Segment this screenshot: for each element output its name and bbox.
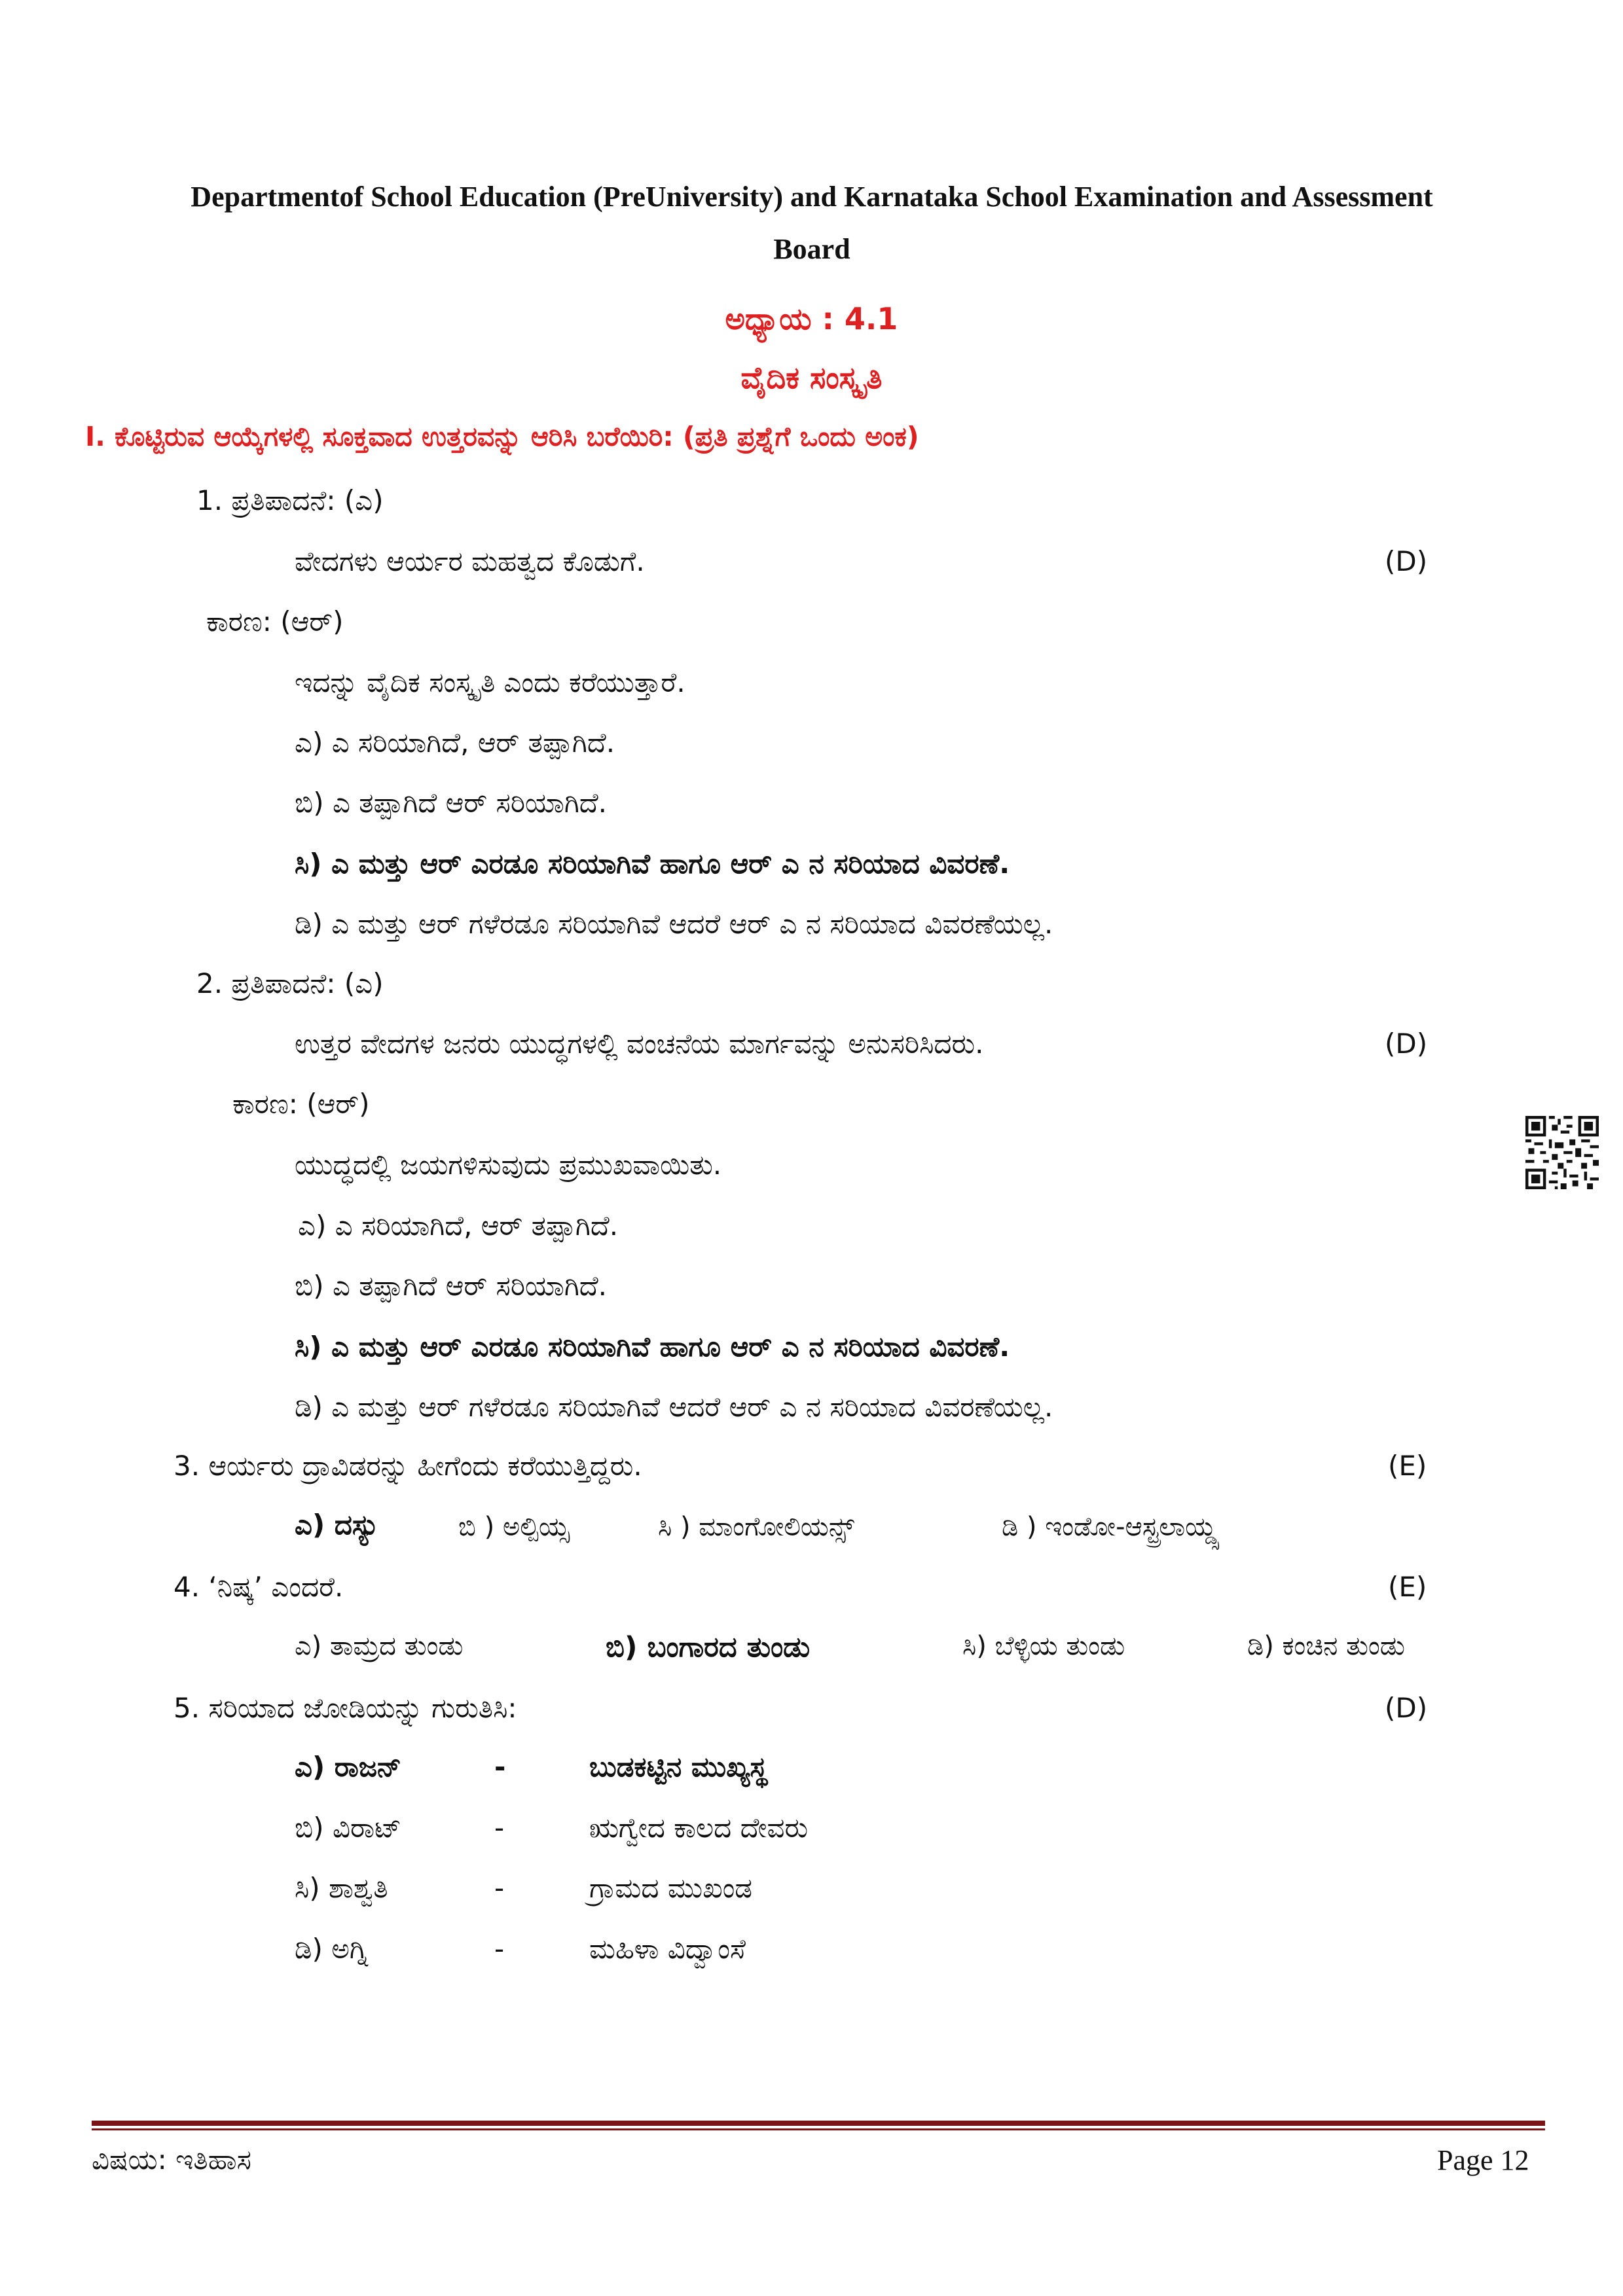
q1-level: (D) (1385, 545, 1428, 577)
q3-option-c: ಸಿ ) ಮಾಂಗೋಲಿಯನ್ಸ್ (658, 1512, 854, 1542)
q2-reason-label: ಕಾರಣ: (ಆರ್) (232, 1088, 370, 1120)
q5-pair-c-left: ಸಿ) ಶಾಶ್ವತಿ (295, 1872, 388, 1904)
q1-option-b: ಬಿ) ಎ ತಪ್ಪಾಗಿದೆ ಆರ್ ಸರಿಯಾಗಿದೆ. (295, 787, 607, 819)
q2-option-c-answer: ಸಿ) ಎ ಮತ್ತು ಆರ್ ಎರಡೂ ಸರಿಯಾಗಿವೆ ಹಾಗೂ ಆರ್ ಎ ನ ಸರಿಯಾದ ವಿವರಣೆ. (295, 1331, 1010, 1363)
q4-option-b-answer: ಬಿ) ಬಂಗಾರದ ತುಂಡು (606, 1631, 811, 1664)
q2-option-b: ಬಿ) ಎ ತಪ್ಪಾಗಿದೆ ಆರ್ ಸರಿಯಾಗಿದೆ. (295, 1270, 607, 1302)
q3-option-b: ಬಿ ) ಅಲ್ಪಿಯ್ಸ (458, 1512, 570, 1542)
chapter-title: ವೈದಿಕ ಸಂಸ್ಕೃತಿ (740, 360, 883, 395)
q1-reason: ಇದನ್ನು ವೈದಿಕ ಸಂಸ್ಕೃತಿ ಎಂದು ಕರೆಯುತ್ತಾರೆ. (295, 666, 685, 698)
chapter-number: ಅಧ್ಯಾಯ : 4.1 (725, 301, 898, 336)
q1-option-d: ಡಿ) ಎ ಮತ್ತು ಆರ್ ಗಳೆರಡೂ ಸರಿಯಾಗಿವೆ ಆದರೆ ಆರ್ ಎ ನ ಸರಿಯಾದ ವಿವರಣೆಯಲ್ಲ. (295, 908, 1053, 940)
section-heading: I. ಕೊಟ್ಟಿರುವ ಆಯ್ಕೆಗಳಲ್ಲಿ ಸೂಕ್ತವಾದ ಉತ್ತರವನ್ನು ಆರಿಸಿ ಬರೆಯಿರಿ: (ಪ್ರತಿ ಪ್ರಶ್ನೆಗೆ ಒಂದು ಅಂಕ) (85, 421, 919, 452)
q3-option-a-answer: ಎ) ದಸ್ಯು (295, 1509, 380, 1541)
q5-pair-c-dash: - (494, 1872, 505, 1904)
q2-option-d: ಡಿ) ಎ ಮತ್ತು ಆರ್ ಗಳೆರಡೂ ಸರಿಯಾಗಿವೆ ಆದರೆ ಆರ್ ಎ ನ ಸರಿಯಾದ ವಿವರಣೆಯಲ್ಲ. (295, 1391, 1053, 1423)
board-header-line2: Board (773, 233, 850, 265)
q3-text: 3. ಆರ್ಯರು ದ್ರಾವಿಡರನ್ನು ಹೀಗೆಂದು ಕರೆಯುತ್ತಿದ್ದರು. (173, 1450, 642, 1482)
q1-label: 1. ಪ್ರತಿಪಾದನೆ: (ಎ) (196, 484, 384, 516)
q5-pair-b-dash: - (494, 1812, 505, 1844)
q2-statement: ಉತ್ತರ ವೇದಗಳ ಜನರು ಯುದ್ಧಗಳಲ್ಲಿ ವಂಚನೆಯ ಮಾರ್ಗವನ್ನು ಅನುಸರಿಸಿದರು. (295, 1028, 984, 1060)
q4-text: 4. ‘ನಿಷ್ಕ’ ಎಂದರೆ. (173, 1571, 344, 1603)
q5-pair-d-right: ಮಹಿಳಾ ವಿದ್ವಾಂಸೆ (589, 1933, 746, 1965)
q2-option-a: ಎ) ಎ ಸರಿಯಾಗಿದೆ, ಆರ್ ತಪ್ಪಾಗಿದೆ. (298, 1210, 619, 1242)
q2-level: (D) (1385, 1028, 1428, 1060)
q3-level: (E) (1388, 1450, 1427, 1482)
q5-pair-a-dash: - (494, 1751, 506, 1783)
footer-divider-thin (92, 2128, 1545, 2130)
q5-pair-d-dash: - (494, 1933, 505, 1965)
q1-option-a: ಎ) ಎ ಸರಿಯಾಗಿದೆ, ಆರ್ ತಪ್ಪಾಗಿದೆ. (295, 726, 615, 759)
q5-level: (D) (1385, 1692, 1428, 1724)
q1-statement: ವೇದಗಳು ಆರ್ಯರ ಮಹತ್ವದ ಕೊಡುಗೆ. (295, 545, 645, 577)
q4-option-d: ಡಿ) ಕಂಚಿನ ತುಂಡು (1247, 1631, 1405, 1661)
q5-pair-d-left: ಡಿ) ಅಗ್ನಿ (295, 1933, 369, 1965)
q2-reason: ಯುದ್ಧದಲ್ಲಿ ಜಯಗಳಿಸುವುದು ಪ್ರಮುಖವಾಯಿತು. (295, 1149, 722, 1181)
q5-pair-a-right: ಬುಡಕಟ್ಟಿನ ಮುಖ್ಯಸ್ಥ (589, 1751, 768, 1783)
q5-pair-b-left: ಬಿ) ವಿರಾಟ್ (295, 1812, 402, 1844)
q5-pair-b-right: ಋಗ್ವೇದ ಕಾಲದ ದೇವರು (589, 1812, 809, 1844)
q4-option-c: ಸಿ) ಬೆಳ್ಳಿಯ ತುಂಡು (962, 1631, 1125, 1661)
q1-option-c-answer: ಸಿ) ಎ ಮತ್ತು ಆರ್ ಎರಡೂ ಸರಿಯಾಗಿವೆ ಹಾಗೂ ಆರ್ ಎ ನ ಸರಿಯಾದ ವಿವರಣೆ. (295, 848, 1010, 880)
q3-option-d: ಡಿ ) ಇಂಡೋ-ಆಸ್ಟ್ರಲಾಯ್ಡ್ಸ (1002, 1512, 1221, 1542)
footer-page-number: Page 12 (1437, 2144, 1529, 2176)
q1-reason-label: ಕಾರಣ: (ಆರ್) (206, 605, 344, 637)
board-header-line1: Departmentof School Education (PreUniversity) and Karnataka School Examination and Assessment (191, 181, 1433, 213)
q4-level: (E) (1388, 1571, 1427, 1603)
q5-pair-c-right: ಗ್ರಾಮದ ಮುಖಂಡ (589, 1872, 753, 1904)
q5-text: 5. ಸರಿಯಾದ ಜೋಡಿಯನ್ನು ಗುರುತಿಸಿ: (173, 1692, 517, 1724)
q4-option-a: ಎ) ತಾಮ್ರದ ತುಂಡು (295, 1631, 464, 1661)
qr-code-icon (1525, 1116, 1599, 1189)
footer-subject: ವಿಷಯ: ಇತಿಹಾಸ (92, 2144, 251, 2176)
footer-divider (92, 2121, 1545, 2126)
q2-label: 2. ಪ್ರತಿಪಾದನೆ: (ಎ) (196, 967, 384, 999)
q5-pair-a-left: ಎ) ರಾಜನ್ (295, 1751, 402, 1783)
